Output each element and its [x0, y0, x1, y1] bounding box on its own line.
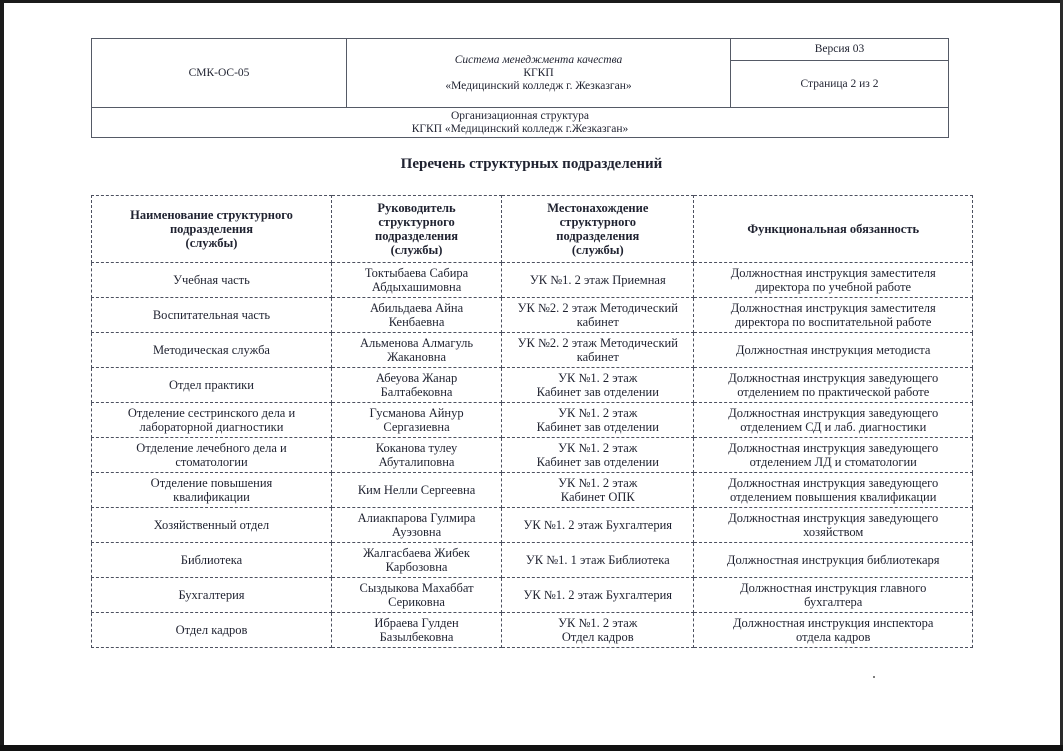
cell-text-line: Абдыхашимовна — [371, 280, 462, 294]
org-structure-label: Организационная структура — [451, 109, 589, 122]
cell-text-line: Учебная часть — [173, 273, 250, 287]
cell-text-line: УК №1. 2 этаж — [558, 441, 638, 455]
head-name-cell — [331, 438, 501, 473]
cell-text-line: Ким Нелли Сергеевна — [357, 483, 476, 497]
cell-text-line: квалификации — [173, 490, 250, 504]
org-structure-name: КГКП «Медицинский колледж г.Жезказган» — [411, 122, 629, 135]
cell-text-line: Токтыбаева Сабира — [364, 266, 469, 280]
scan-speck — [873, 676, 875, 678]
department-name-cell — [92, 263, 332, 298]
cell-text-line: Хозяйственный отдел — [153, 518, 270, 532]
cell-text-line: Отделение повышения — [150, 476, 273, 490]
cell-text-line: отделением повышения квалификации — [730, 490, 937, 504]
cell-text-line: Алиакпарова Гулмира — [357, 511, 476, 525]
location-cell — [502, 438, 694, 473]
cell-text-line: Абуталиповна — [378, 455, 455, 469]
cell-text-line: Кабинет зав отделении — [536, 420, 659, 434]
head-name-cell — [331, 543, 501, 578]
cell-text-line: УК №1. 2 этаж Бухгалтерия — [523, 588, 673, 602]
location-cell — [502, 508, 694, 543]
table-row — [92, 298, 973, 333]
location-cell — [502, 403, 694, 438]
head-name-cell — [331, 368, 501, 403]
cell-text-line: Должностная инструкция заведующего — [728, 406, 939, 420]
cell-text-line: УК №1. 2 этаж Приемная — [529, 273, 666, 287]
cell-text-line: Бухгалтерия — [178, 588, 245, 602]
cell-text-line: Балтабековна — [380, 385, 453, 399]
location-cell — [502, 263, 694, 298]
cell-text-line: Должностная инструкция заведующего — [728, 371, 939, 385]
location-cell — [502, 298, 694, 333]
cell-text-line: Сыздыкова Махаббат — [359, 581, 474, 595]
duty-cell — [694, 333, 973, 368]
document-code: СМК-ОС-05 — [92, 39, 347, 108]
cell-text-line: УК №1. 2 этаж — [558, 371, 638, 385]
cell-text-line: Библиотека — [180, 553, 243, 567]
cell-text-line: Абеуова Жанар — [375, 371, 458, 385]
table-row — [92, 333, 973, 368]
location-cell — [502, 368, 694, 403]
department-name-cell — [92, 368, 332, 403]
cell-text-line: Ауэзовна — [391, 525, 442, 539]
duty-cell — [694, 263, 973, 298]
header-text-line: структурного — [378, 215, 455, 229]
cell-text-line: Должностная инструкция библиотекаря — [726, 553, 940, 567]
duty-cell — [694, 578, 973, 613]
org-structure-cell — [92, 108, 949, 138]
table-row — [92, 613, 973, 648]
cell-text-line: Отдел кадров — [561, 630, 634, 644]
cell-text-line: Отдел кадров — [175, 623, 248, 637]
duty-cell — [694, 543, 973, 578]
scan-border-left — [0, 0, 4, 751]
duty-cell — [694, 403, 973, 438]
cell-text-line: УК №1. 2 этаж — [558, 616, 638, 630]
cell-text-line: отделением ЛД и стоматологии — [749, 455, 917, 469]
cell-text-line: УК №2. 2 этаж Методический — [517, 336, 678, 350]
cell-text-line: Должностная инструкция заместителя — [730, 266, 936, 280]
table-row — [92, 438, 973, 473]
location-cell — [502, 578, 694, 613]
org-type-line: КГКП — [523, 66, 554, 79]
cell-text-line: Должностная инструкция заместителя — [730, 301, 936, 315]
cell-text-line: Сериковна — [388, 595, 445, 609]
cell-text-line: Кабинет ОПК — [560, 490, 635, 504]
cell-text-line: Отдел практики — [169, 378, 254, 392]
cell-text-line: Коканова тулеу — [375, 441, 458, 455]
table-row — [92, 368, 973, 403]
department-name-cell — [92, 508, 332, 543]
cell-text-line: отделением СД и лаб. диагностики — [740, 420, 927, 434]
cell-text-line: кабинет — [576, 350, 619, 364]
cell-text-line: Абильдаева Айна — [369, 301, 464, 315]
document-header — [91, 38, 949, 138]
cell-text-line: лабораторной диагностики — [139, 420, 284, 434]
department-name-cell — [92, 333, 332, 368]
scan-border-top — [0, 0, 1063, 3]
table-header-row — [92, 196, 973, 263]
cell-text-line: Должностная инструкция заведующего — [728, 441, 939, 455]
header-text-line: Руководитель — [377, 201, 456, 215]
cell-text-line: Должностная инструкция инспектора — [733, 616, 934, 630]
table-row — [92, 263, 973, 298]
header-text-line: подразделения — [375, 229, 459, 243]
location-cell — [502, 543, 694, 578]
head-name-cell — [331, 473, 501, 508]
cell-text-line: Кенбаевна — [388, 315, 445, 329]
system-line: Система менеджмента качества — [454, 53, 623, 66]
cell-text-line: УК №2. 2 этаж Методический — [517, 301, 678, 315]
cell-text-line: кабинет — [576, 315, 619, 329]
cell-text-line: Альменова Алмагуль — [359, 336, 474, 350]
header-text-line: Наименование структурного — [130, 208, 293, 222]
column-header-duty — [694, 196, 973, 263]
header-text-line: (службы) — [185, 236, 238, 250]
column-header-location — [502, 196, 694, 263]
department-name-cell — [92, 438, 332, 473]
cell-text-line: Воспитательная часть — [152, 308, 271, 322]
cell-text-line: Ибраева Гулден — [374, 616, 459, 630]
table-row — [92, 403, 973, 438]
location-cell — [502, 473, 694, 508]
header-text-line: Местонахождение — [547, 201, 649, 215]
column-header-head — [331, 196, 501, 263]
department-name-cell — [92, 298, 332, 333]
cell-text-line: Кабинет зав отделении — [536, 385, 659, 399]
departments-table — [91, 195, 973, 648]
quality-system-title — [347, 39, 731, 108]
cell-text-line: Базылбековна — [379, 630, 454, 644]
org-name-line: «Медицинский колледж г. Жезказган» — [445, 79, 632, 92]
cell-text-line: хозяйством — [803, 525, 864, 539]
duty-cell — [694, 473, 973, 508]
cell-text-line: УК №1. 1 этаж Библиотека — [525, 553, 670, 567]
duty-cell — [694, 438, 973, 473]
cell-text-line: Отделение лечебного дела и — [136, 441, 287, 455]
head-name-cell — [331, 578, 501, 613]
duty-cell — [694, 298, 973, 333]
cell-text-line: Гусманова Айнур — [369, 406, 464, 420]
cell-text-line: Кабинет зав отделении — [536, 455, 659, 469]
cell-text-line: Карбозовна — [385, 560, 448, 574]
location-cell — [502, 613, 694, 648]
cell-text-line: стоматологии — [175, 455, 248, 469]
department-name-cell — [92, 578, 332, 613]
cell-text-line: Должностная инструкция методиста — [736, 343, 931, 357]
page-number-cell: Страница 2 из 2 — [731, 61, 949, 108]
cell-text-line: Должностная инструкция заведующего — [728, 476, 939, 490]
department-name-cell — [92, 613, 332, 648]
version-cell: Версия 03 — [731, 39, 949, 61]
cell-text-line: директора по учебной работе — [755, 280, 912, 294]
cell-text-line: Должностная инструкция главного — [740, 581, 927, 595]
header-text-line: подразделения — [556, 229, 640, 243]
cell-text-line: директора по воспитательной работе — [735, 315, 932, 329]
page-title: Перечень структурных подразделений — [400, 156, 663, 172]
cell-text-line: Жакановна — [387, 350, 447, 364]
header-text-line: подразделения — [169, 222, 253, 236]
cell-text-line: бухгалтера — [804, 595, 863, 609]
table-body — [92, 263, 973, 648]
department-name-cell — [92, 543, 332, 578]
cell-text-line: Жалгасбаева Жибек — [363, 546, 470, 560]
head-name-cell — [331, 403, 501, 438]
duty-cell — [694, 508, 973, 543]
table-row — [92, 473, 973, 508]
cell-text-line: отдела кадров — [796, 630, 871, 644]
duty-cell — [694, 613, 973, 648]
department-name-cell — [92, 473, 332, 508]
header-text-line: структурного — [559, 215, 636, 229]
cell-text-line: УК №1. 2 этаж — [558, 406, 638, 420]
table-row — [92, 543, 973, 578]
location-cell — [502, 333, 694, 368]
head-name-cell — [331, 263, 501, 298]
cell-text-line: УК №1. 2 этаж — [558, 476, 638, 490]
scan-border-bottom — [0, 745, 1063, 751]
column-header-name — [92, 196, 332, 263]
cell-text-line: Методическая служба — [152, 343, 270, 357]
cell-text-line: Сергазиевна — [383, 420, 450, 434]
header-text-line: (службы) — [390, 243, 443, 257]
cell-text-line: Отделение сестринского дела и — [127, 406, 296, 420]
header-text-line: Функциональная обязанность — [747, 222, 920, 236]
department-name-cell — [92, 403, 332, 438]
header-text-line: (службы) — [571, 243, 624, 257]
head-name-cell — [331, 333, 501, 368]
head-name-cell — [331, 298, 501, 333]
head-name-cell — [331, 508, 501, 543]
head-name-cell — [331, 613, 501, 648]
table-row — [92, 508, 973, 543]
cell-text-line: Должностная инструкция заведующего — [728, 511, 939, 525]
table-row — [92, 578, 973, 613]
cell-text-line: УК №1. 2 этаж Бухгалтерия — [523, 518, 673, 532]
duty-cell — [694, 368, 973, 403]
cell-text-line: отделением по практической работе — [737, 385, 930, 399]
